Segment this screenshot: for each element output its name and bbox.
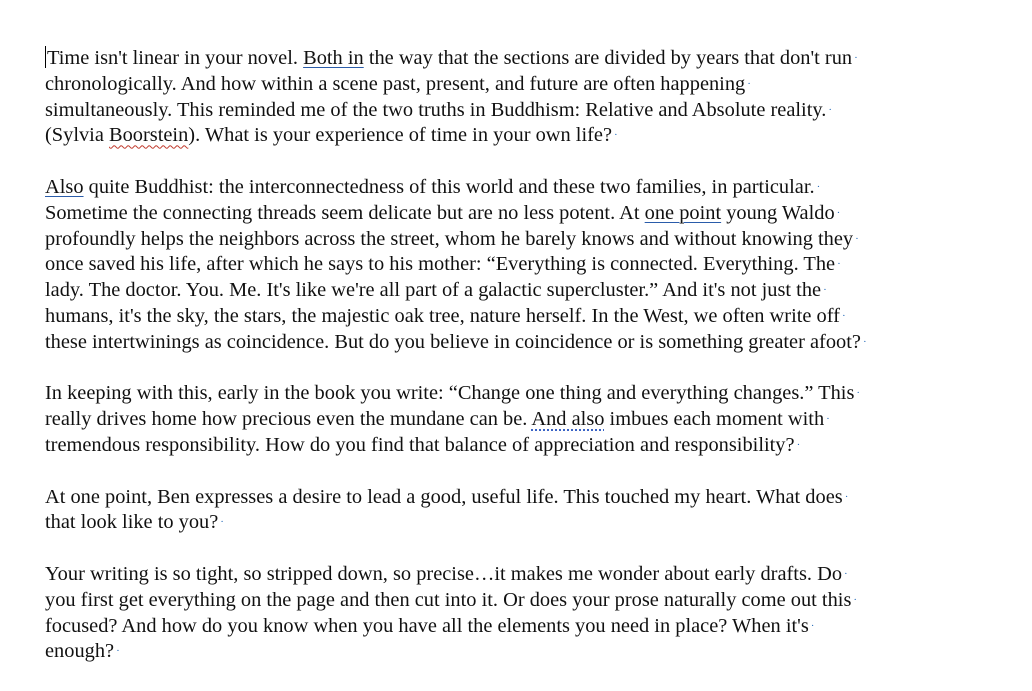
- text-line: [45, 175, 1005, 201]
- text-line: [45, 227, 1005, 253]
- formatting-mark-icon: ·: [844, 567, 848, 580]
- text-line: [45, 433, 1005, 459]
- text-run: tremendous responsibility. How do you find that balance of appreciation and responsibility?: [45, 433, 795, 456]
- text-run: Your writing is so tight, so stripped down, so precise…it makes me wonder about early drafts. Do: [45, 562, 843, 585]
- text-line: [45, 588, 1005, 614]
- formatting-mark-icon: ·: [823, 284, 827, 297]
- text-run: imbues each moment with: [604, 408, 825, 431]
- text-run: profoundly helps the neighbors across the street, whom he barely knows and without knowing they: [45, 227, 854, 250]
- text-run: once saved his life, after which he says to his mother: “Everything is connected. Everything. The: [45, 253, 836, 276]
- text-run: the way that the sections are divided by years that don't run: [363, 47, 853, 69]
- text-run: simultaneously. This reminded me of the two truths in Buddhism: Relative and Absolute reality.: [45, 98, 827, 121]
- formatting-mark-icon: ·: [841, 309, 846, 322]
- text-run: you first get everything on the page and then cut into it. Or does your prose naturally come out this: [45, 588, 852, 611]
- grammar-underline: one point: [644, 201, 722, 224]
- text-line: [45, 201, 1005, 227]
- text-line: [45, 304, 1005, 330]
- text-run: focused? And how do you know when you have all the elements you need in place? When it's: [45, 614, 809, 637]
- text-run: enough?: [45, 640, 115, 663]
- paragraph-4[interactable]: [45, 485, 1005, 537]
- text-line: [45, 278, 1005, 304]
- formatting-mark-icon: ·: [816, 180, 821, 193]
- formatting-mark-icon: ·: [853, 593, 858, 606]
- text-run: lady. The doctor. You. Me. It's like we're all part of a galactic supercluster.” And it's not just the: [45, 279, 822, 302]
- paragraph-5[interactable]: [45, 562, 1005, 665]
- formatting-mark-icon: ·: [862, 335, 867, 348]
- text-run: In keeping with this, early in the book you write: “Change one thing and everything changes.” This: [45, 382, 855, 405]
- text-line: [45, 46, 1005, 72]
- text-line: [45, 381, 1005, 407]
- paragraph-3[interactable]: [45, 381, 1005, 458]
- text-run: (Sylvia: [45, 124, 109, 147]
- text-line: [45, 407, 1005, 433]
- formatting-mark-icon: ·: [614, 129, 618, 142]
- formatting-mark-icon: ·: [828, 103, 833, 116]
- text-line: [45, 252, 1005, 278]
- formatting-mark-icon: ·: [836, 206, 841, 219]
- formatting-mark-icon: ·: [796, 438, 801, 451]
- formatting-mark-icon: ·: [855, 232, 859, 245]
- formatting-mark-icon: ·: [844, 490, 849, 503]
- text-run: young Waldo: [721, 201, 835, 224]
- formatting-mark-icon: ·: [810, 619, 815, 632]
- text-run: these intertwinings as coincidence. But do you believe in coincidence or is something greater afoot?: [45, 330, 861, 353]
- text-cursor: [45, 46, 46, 68]
- text-line: [45, 639, 1005, 665]
- spelling-underline: Boorstein: [109, 124, 189, 147]
- formatting-mark-icon: ·: [116, 645, 120, 658]
- text-run: Time isn't linear in your novel.: [47, 47, 304, 69]
- text-line: [45, 330, 1005, 356]
- paragraph-2[interactable]: [45, 175, 1005, 356]
- text-run: At one point, Ben expresses a desire to lead a good, useful life. This touched my heart. What does: [45, 485, 843, 508]
- text-run: really drives home how precious even the mundane can be.: [45, 408, 532, 431]
- text-run: humans, it's the sky, the stars, the majestic oak tree, nature herself. In the West, we often write off: [45, 304, 840, 327]
- style-suggestion-underline: And also: [531, 408, 605, 431]
- text-line: [45, 562, 1005, 588]
- grammar-underline: Both in: [303, 47, 364, 69]
- text-line: [45, 72, 1005, 98]
- text-line: [45, 510, 1005, 536]
- formatting-mark-icon: ·: [220, 516, 224, 529]
- text-line: [45, 485, 1005, 511]
- text-run: chronologically. And how within a scene past, present, and future are often happening: [45, 72, 746, 95]
- text-line: [45, 614, 1005, 640]
- formatting-mark-icon: ·: [826, 413, 830, 426]
- grammar-underline: Also: [45, 175, 84, 198]
- formatting-mark-icon: ·: [856, 387, 861, 400]
- text-run: that look like to you?: [45, 511, 219, 534]
- formatting-mark-icon: ·: [837, 258, 841, 271]
- text-line: [45, 98, 1005, 124]
- document-page[interactable]: [45, 46, 1005, 691]
- text-run: quite Buddhist: the interconnectedness of this world and these two families, in particular.: [83, 175, 815, 198]
- formatting-mark-icon: ·: [854, 52, 858, 64]
- text-run: ). What is your experience of time in your own life?: [188, 124, 613, 147]
- text-run: Sometime the connecting threads seem delicate but are no less potent. At: [45, 201, 645, 224]
- formatting-mark-icon: ·: [747, 77, 751, 90]
- paragraph-1[interactable]: [45, 46, 1005, 149]
- text-line: [45, 123, 1005, 149]
